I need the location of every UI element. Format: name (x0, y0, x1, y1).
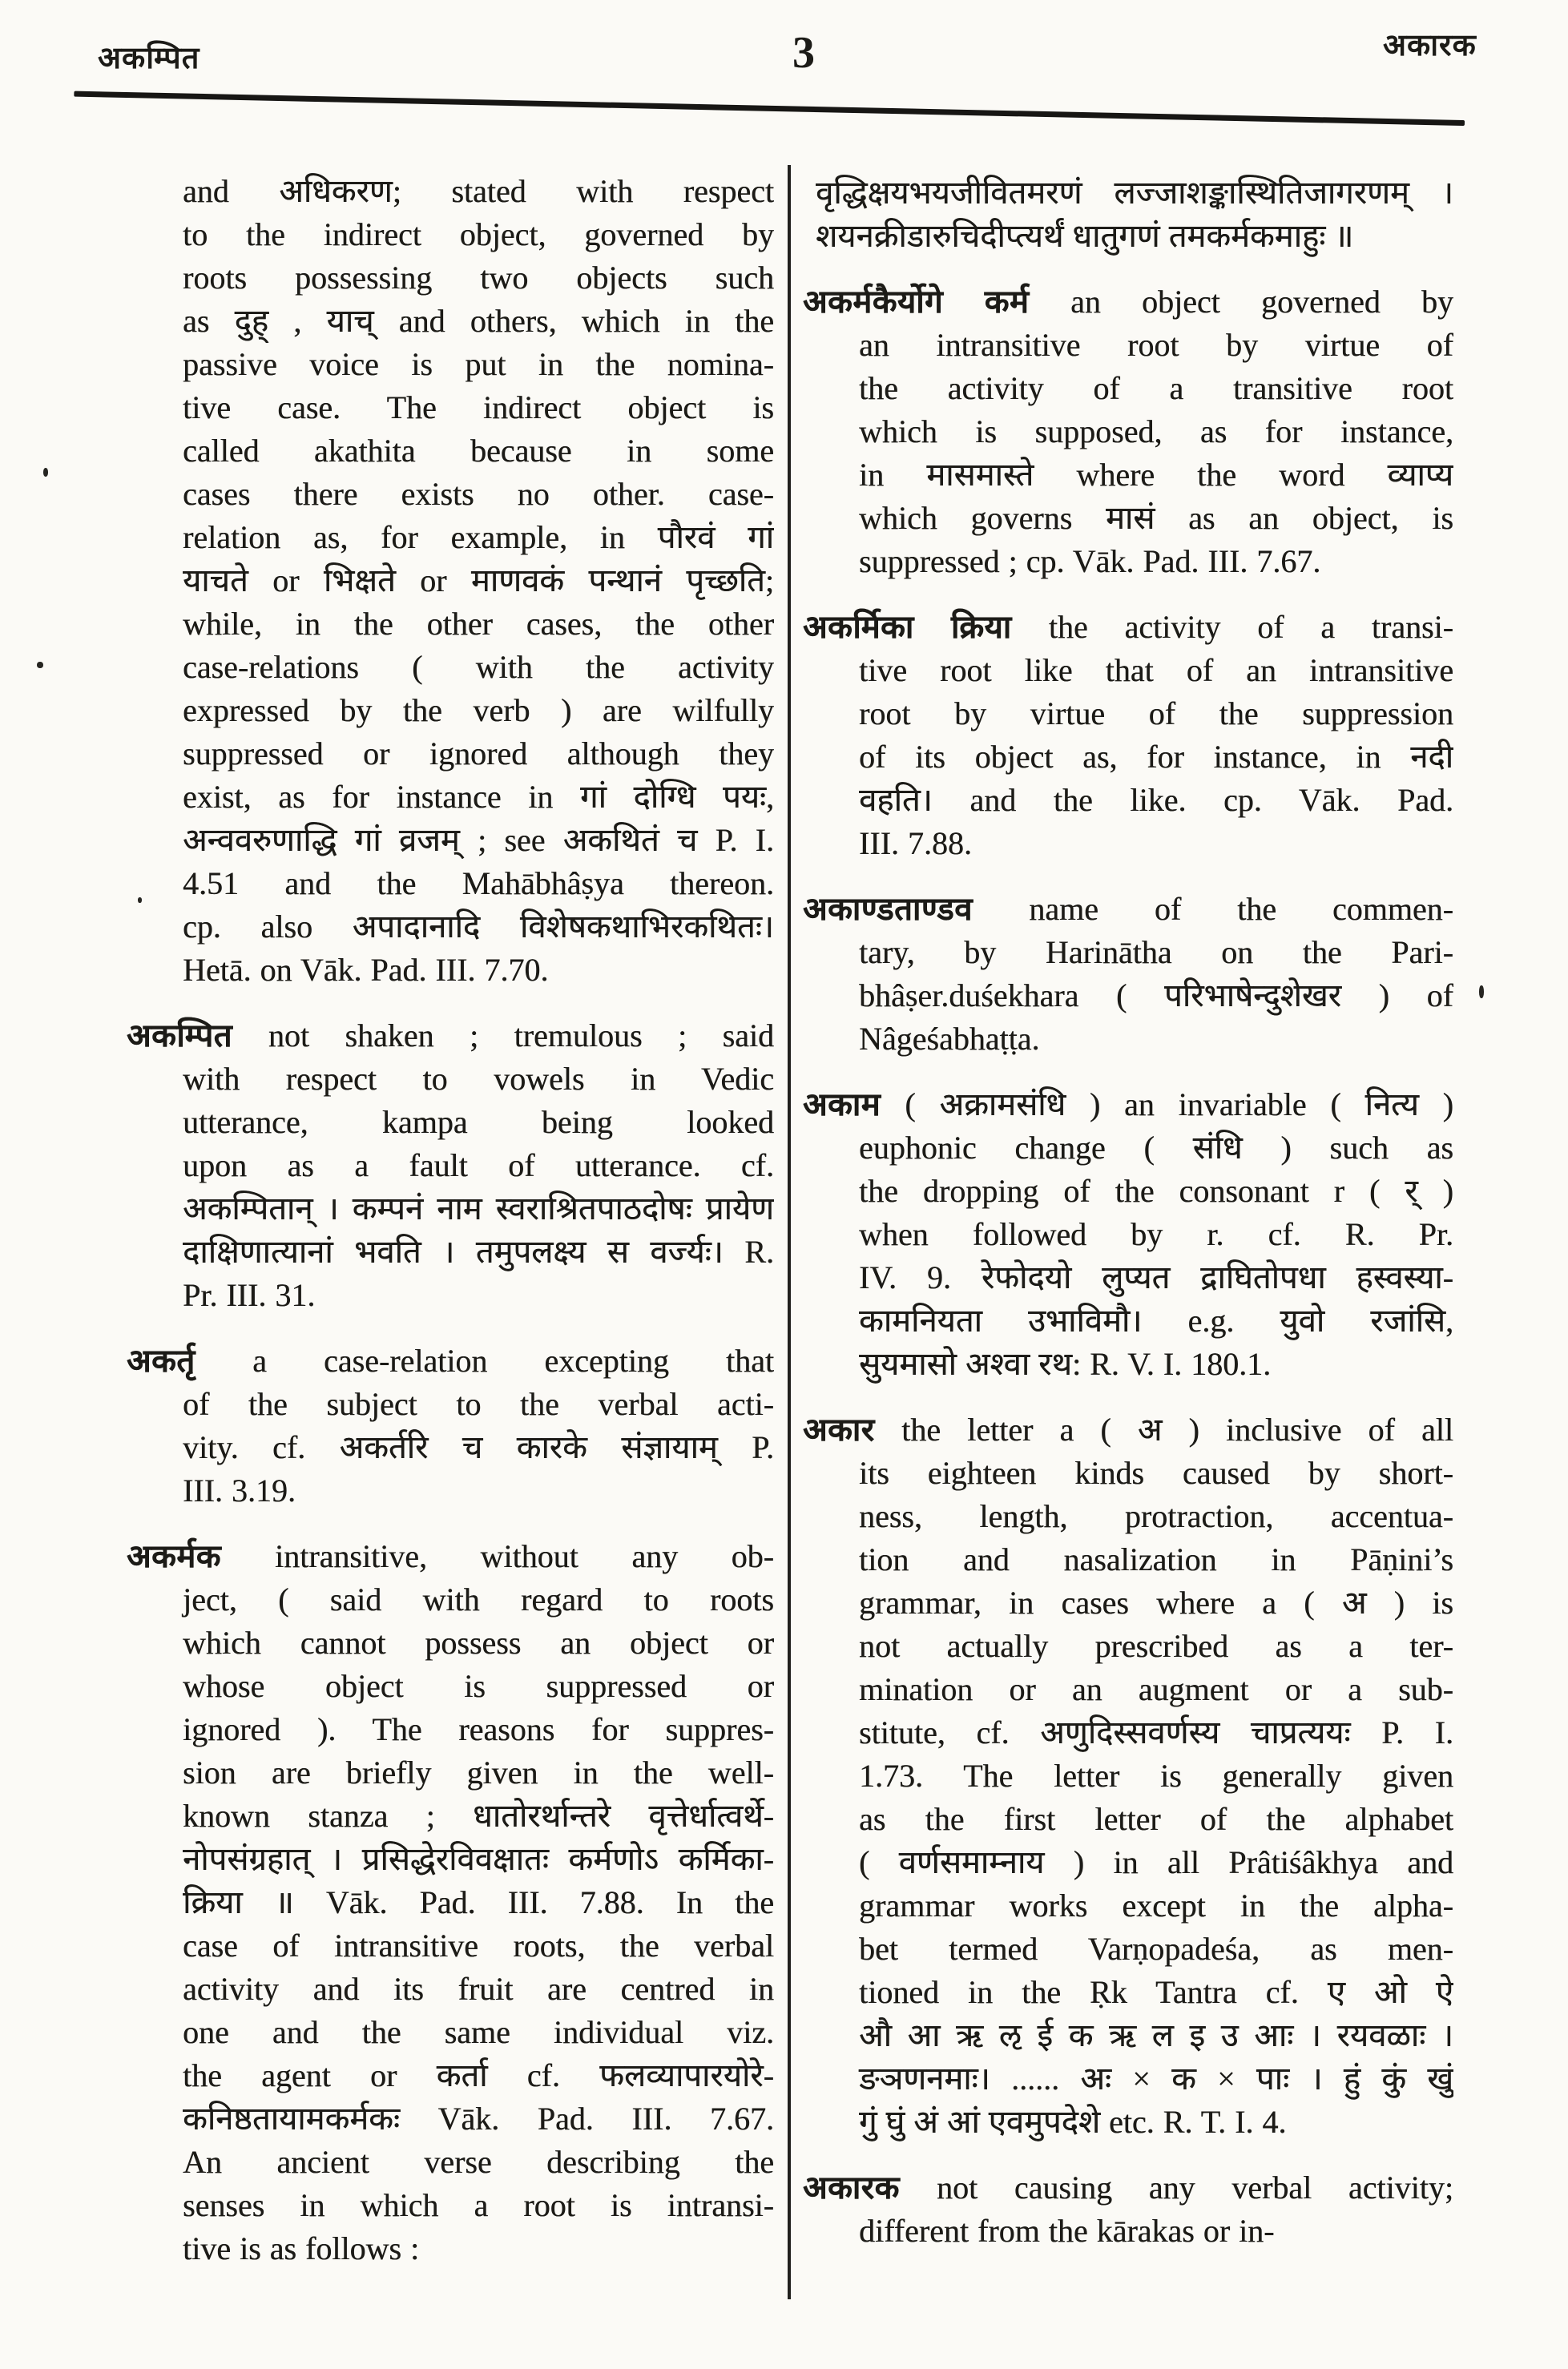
text-line (803, 1581, 1453, 1625)
line-text: called akathita because in some (183, 433, 774, 469)
text-line (127, 905, 774, 949)
text-line (803, 735, 1453, 779)
text-line (803, 1538, 1453, 1581)
text-line (127, 1274, 774, 1317)
left-column (127, 170, 774, 2270)
text-line (127, 1665, 774, 1708)
line-text: not causing any verbal activity; (936, 2170, 1453, 2206)
text-line (803, 1213, 1453, 1256)
line-text: bhâṣer.duśekhara ( परिभाषेन्दुशेखर ) of (859, 977, 1453, 1013)
line-text: III. 7.88. (859, 825, 972, 861)
line-text: its eighteen kinds caused by short- (859, 1455, 1453, 1491)
line-text: grammar works except in the alpha- (859, 1888, 1453, 1924)
text-line (803, 497, 1453, 540)
line-text: senses in which a root is intransi- (183, 2187, 774, 2223)
text-line (803, 367, 1453, 410)
entry-headword: अकाण्डताण्डव (803, 891, 1030, 927)
text-line (803, 2057, 1453, 2101)
line-text: the letter a ( अ ) inclusive of all (901, 1412, 1453, 1448)
line-text: ङञणनमाः। ...... अः × क × पाः । हुं कुं खुं (859, 2061, 1453, 2097)
line-text: bet termed Varṇopadeśa, as men- (859, 1931, 1453, 1967)
entry-first-line (803, 280, 1453, 324)
line-text: An ancient verse describing the (183, 2144, 774, 2180)
text-line (127, 862, 774, 905)
entry-headword: अकारक (803, 2170, 937, 2206)
text-line (127, 776, 774, 819)
line-text: stitute, cf. अणुदिस्सवर्णस्य चाप्रत्ययः P. I. (859, 1714, 1453, 1751)
text-line (803, 1343, 1453, 1386)
line-text: 4.51 and the Mahābhâṣya thereon. (183, 865, 774, 901)
line-text: grammar, in cases where a ( अ ) is (859, 1585, 1453, 1621)
line-text: tive root like that of an intransitive (859, 652, 1453, 688)
entry-first-line (127, 1535, 774, 1578)
text-line (127, 1968, 774, 2011)
text-line (127, 1426, 774, 1469)
line-text: roots possessing two objects such (183, 260, 774, 296)
entry-headword: अकम्पित (127, 1017, 268, 1054)
line-text: suppressed or ignored although they (183, 735, 774, 772)
line-text: expressed by the verb ) are wilfully (183, 692, 774, 728)
line-text: कामनियता उभाविमौ। e.g. युवो रजांसि, (859, 1303, 1453, 1339)
text-line (127, 170, 774, 213)
text-line (803, 1452, 1453, 1495)
line-text: which is supposed, as for instance, (859, 413, 1453, 449)
text-line (127, 559, 774, 602)
text-line (127, 1187, 774, 1231)
line-text: of its object as, for instance, in नदी (859, 739, 1453, 775)
text-line (127, 1578, 774, 1622)
line-text: case of intransitive roots, the verbal (183, 1928, 774, 1964)
text-line (127, 689, 774, 732)
running-head-right: अकारक (1383, 29, 1477, 62)
line-text: when followed by r. cf. R. Pr. (859, 1216, 1453, 1252)
line-text: कनिष्ठतायामकर्मकः Vāk. Pad. III. 7.67. (183, 2101, 774, 2137)
line-text: ( वर्णसमाम्नाय ) in all Prâtiśâkhya and (859, 1844, 1453, 1880)
entry-first-line (803, 1083, 1453, 1126)
ink-speck (43, 468, 48, 477)
line-text: tion and nasalization in Pāṇini’s (859, 1541, 1453, 1577)
line-text: औ आ ऋ ऌ ई क ऋ ल इ उ आः । रयवळाः । (859, 2017, 1453, 2053)
text-line (127, 1622, 774, 1665)
line-text: whose object is suppressed or (183, 1668, 774, 1704)
line-text: passive voice is put in the nomina- (183, 346, 774, 382)
line-text: ( अक्रामसंधि ) an invariable ( नित्य ) (905, 1086, 1453, 1122)
text-line (803, 1495, 1453, 1538)
entry-first-line (127, 1014, 774, 1058)
line-text: cases there exists no other. case- (183, 476, 774, 512)
text-line (803, 171, 1453, 215)
line-text: Nâgeśabhaṭṭa. (859, 1021, 1040, 1057)
text-line (127, 2011, 774, 2054)
text-line (127, 516, 774, 559)
text-line (803, 1841, 1453, 1884)
text-line (803, 1299, 1453, 1343)
entry-headword: अकार (803, 1412, 902, 1448)
entry-headword: अकाम (803, 1086, 905, 1122)
line-text: cp. also अपादानादि विशेषकथाभिरकथितः। (183, 909, 774, 945)
line-text: Hetā. on Vāk. Pad. III. 7.70. (183, 952, 549, 988)
line-text: सुयमासो अश्वा रथ: R. V. I. 180.1. (859, 1346, 1272, 1382)
text-line (803, 2210, 1453, 2253)
entry-first-line (803, 2166, 1453, 2210)
line-text: क्रिया ॥ Vāk. Pad. III. 7.88. In the (183, 1884, 774, 1920)
line-text: 1.73. The letter is generally given (859, 1758, 1453, 1794)
text-line (803, 649, 1453, 692)
right-column (803, 171, 1453, 2253)
ink-speck (37, 662, 43, 668)
line-text: ness, length, protraction, accentua- (859, 1498, 1453, 1534)
text-line (127, 1144, 774, 1187)
line-text: sion are briefly given in the well- (183, 1755, 774, 1791)
text-line (127, 949, 774, 992)
line-text: mination or an augment or a sub- (859, 1671, 1453, 1707)
line-text: as दुह् , याच् and others, which in the (183, 303, 774, 339)
line-text: अन्ववरुणाद्धि गां व्रजम् ; see अकथितं च P. I. (183, 822, 774, 858)
text-line (803, 2014, 1453, 2057)
line-text: याचते or भिक्षते or माणवकं पन्थानं पृच्छति; (183, 562, 774, 598)
ink-speck (138, 897, 142, 903)
text-line (127, 1795, 774, 1838)
line-text: suppressed ; cp. Vāk. Pad. III. 7.67. (859, 543, 1321, 579)
line-text: name of the commen- (1029, 891, 1453, 927)
text-line (127, 300, 774, 343)
line-text: नोपसंग्रहात् । प्रसिद्धेरविवक्षातः कर्मणोऽ कर्मिका- (183, 1841, 774, 1877)
text-line (127, 343, 774, 386)
text-line (803, 324, 1453, 367)
entry-headword: अकर्तृ (127, 1343, 253, 1379)
line-text: to the indirect object, governed by (183, 216, 774, 252)
text-line (803, 779, 1453, 822)
line-text: tioned in the Ṛk Tantra cf. ए ओ ऐ (859, 1974, 1453, 2010)
text-line (127, 1838, 774, 1881)
line-text: which governs मासं as an object, is (859, 500, 1453, 536)
text-line (127, 2184, 774, 2227)
line-text: गुं घुं अं आं एवमुपदेशे etc. R. T. I. 4. (859, 2104, 1287, 2140)
line-text: utterance, kampa being looked (183, 1104, 774, 1140)
line-text: दाक्षिणात्यानां भवति । तमुपलक्ष्य स वर्ज्यः। R. (183, 1234, 774, 1270)
entry-first-line (127, 1340, 774, 1383)
text-line (127, 2227, 774, 2270)
text-line (803, 931, 1453, 974)
header-rule (74, 91, 1465, 126)
text-line (127, 2054, 774, 2097)
line-text: the activity of a transi- (1048, 609, 1453, 645)
line-text: different from the kārakas or in- (859, 2213, 1275, 2249)
text-line (803, 410, 1453, 453)
line-text: an intransitive root by virtue of (859, 327, 1453, 363)
line-text: case-relations ( with the activity (183, 649, 774, 685)
text-line (127, 819, 774, 862)
text-line (803, 1711, 1453, 1755)
line-text: known stanza ; धातोरर्थान्तरे वृत्तेर्धात्वर्थे- (183, 1798, 774, 1834)
text-line (803, 1170, 1453, 1213)
line-text: not shaken ; tremulous ; said (268, 1017, 774, 1054)
entry-first-line (803, 1408, 1453, 1452)
column-divider-rule (788, 165, 791, 2299)
text-line (127, 1231, 774, 1274)
line-text: and अधिकरण; stated with respect (183, 173, 774, 209)
text-line (127, 429, 774, 473)
line-text: which cannot possess an object or (183, 1625, 774, 1661)
text-line (803, 1755, 1453, 1798)
line-text: the dropping of the consonant r ( र् ) (859, 1173, 1453, 1209)
ink-speck (1479, 985, 1484, 998)
text-line (803, 1017, 1453, 1061)
entry-first-line (803, 888, 1453, 931)
text-line (127, 386, 774, 429)
text-line (127, 2141, 774, 2184)
line-text: a case-relation excepting that (252, 1343, 774, 1379)
line-text: exist, as for instance in गां दोग्धि पयः, (183, 779, 774, 815)
text-line (127, 2097, 774, 2141)
text-line (127, 1751, 774, 1795)
text-line (127, 602, 774, 646)
text-line (803, 1668, 1453, 1711)
text-line (127, 732, 774, 776)
text-line (127, 1708, 774, 1751)
line-text: vity. cf. अकर्तरि च कारके संज्ञायाम् P. (183, 1429, 774, 1465)
line-text: in मासमास्ते where the word व्याप्य (859, 457, 1453, 493)
text-line (803, 540, 1453, 583)
text-line (803, 1884, 1453, 1928)
line-text: with respect to vowels in Vedic (183, 1061, 774, 1097)
text-line (127, 1383, 774, 1426)
entry-headword: अकर्मक (127, 1538, 275, 1574)
text-line (127, 646, 774, 689)
text-line (803, 974, 1453, 1017)
text-line (127, 213, 774, 256)
running-head-left: अकम्पित (98, 42, 200, 75)
entry-first-line (803, 606, 1453, 649)
line-text: of the subject to the verbal acti- (183, 1386, 774, 1422)
text-line (127, 256, 774, 300)
line-text: as the first letter of the alphabet (859, 1801, 1453, 1837)
line-text: root by virtue of the suppression (859, 695, 1453, 731)
text-line (127, 473, 774, 516)
line-text: one and the same individual viz. (183, 2014, 774, 2050)
line-text: tive case. The indirect object is (183, 389, 774, 425)
line-text: the activity of a transitive root (859, 370, 1453, 406)
line-text: शयनक्रीडारुचिदीप्त्यर्थं धातुगणं तमकर्मकमाहुः ॥ (816, 218, 1354, 254)
line-text: IV. 9. रेफोदयो लुप्यत द्राघितोपधा हस्वस्या- (859, 1259, 1453, 1295)
page-number: 3 (792, 28, 815, 78)
text-line (127, 1101, 774, 1144)
line-text: intransitive, without any ob- (275, 1538, 774, 1574)
text-line (803, 2101, 1453, 2144)
line-text: while, in the other cases, the other (183, 606, 774, 642)
line-text: ject, ( said with regard to roots (183, 1581, 774, 1618)
line-text: tary, by Harinātha on the Pari- (859, 934, 1453, 970)
entry-headword: अकर्मकैर्योगे कर्म (803, 284, 1071, 320)
text-line (803, 1798, 1453, 1841)
entry-headword: अकर्मिका क्रिया (803, 609, 1049, 645)
line-text: अकम्पितान् । कम्पनं नाम स्वराश्रितपाठदोषः प्रायेण (183, 1191, 774, 1227)
line-text: not actually prescribed as a ter- (859, 1628, 1453, 1664)
text-line (803, 453, 1453, 497)
line-text: वहति। and the like. cp. Vāk. Pad. (859, 782, 1453, 818)
text-line (803, 822, 1453, 865)
text-line (803, 1256, 1453, 1299)
text-line (803, 1625, 1453, 1668)
line-text: tive is as follows : (183, 2230, 420, 2266)
line-text: activity and its fruit are centred in (183, 1971, 774, 2007)
text-line (127, 1058, 774, 1101)
line-text: relation as, for example, in पौरवं गां (183, 519, 774, 555)
text-line (803, 692, 1453, 735)
text-line (803, 215, 1453, 258)
line-text: euphonic change ( संधि ) such as (859, 1130, 1453, 1166)
line-text: the agent or कर्ता cf. फलव्यापारयोरे- (183, 2057, 774, 2093)
text-line (803, 1971, 1453, 2014)
line-text: III. 3.19. (183, 1473, 296, 1509)
text-line (127, 1469, 774, 1513)
text-line (127, 1924, 774, 1968)
line-text: an object governed by (1070, 284, 1453, 320)
text-line (803, 1928, 1453, 1971)
text-line (803, 1126, 1453, 1170)
text-line (127, 1881, 774, 1924)
line-text: Pr. III. 31. (183, 1277, 316, 1313)
line-text: upon as a fault of utterance. cf. (183, 1147, 774, 1183)
line-text: वृद्धिक्षयभयजीवितमरणं लज्जाशङ्कास्थितिजागरणम् । (816, 175, 1453, 211)
line-text: ignored ). The reasons for suppres- (183, 1711, 774, 1747)
